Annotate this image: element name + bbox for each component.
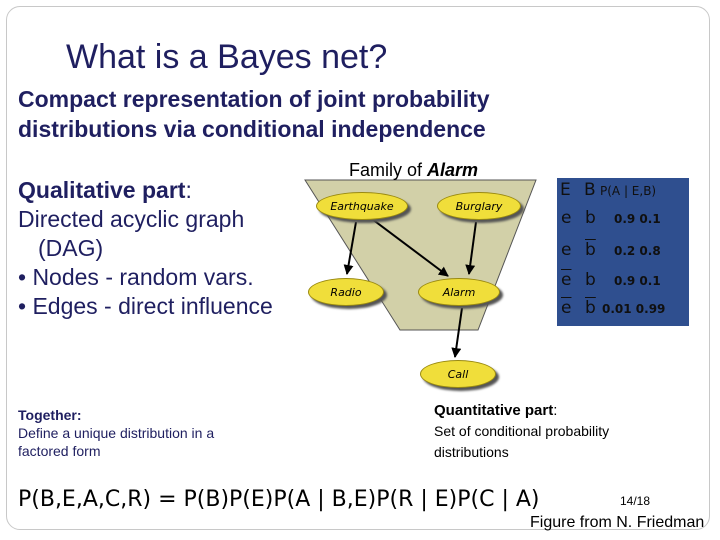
cpt-row (557, 298, 689, 328)
slide-subtitle: Compact representation of joint probability distributions via conditional independence (18, 86, 490, 142)
page-number: 14/18 (620, 494, 651, 508)
cpt-cell-p: 0.9 0.1 (614, 274, 661, 288)
cpt-cell-p: 0.2 0.8 (614, 244, 661, 258)
cpt-header-p: P(A | E,B) (600, 184, 657, 198)
quantitative-heading-line (434, 400, 609, 421)
family-label-prefix: Family of (349, 160, 428, 180)
together-line2: factored form (18, 443, 101, 459)
qualitative-heading: Qualitative part (18, 177, 186, 203)
cpt-cell-b: $\overline{b}$ (585, 240, 596, 260)
node-call: Call (420, 360, 496, 388)
slide-title: What is a Bayes net? (66, 38, 388, 76)
cpt-cell-p: 0.9 0.1 (614, 212, 661, 226)
figure-credit: Figure from N. Friedman (530, 514, 705, 531)
cpt-row (557, 208, 689, 238)
cpt-header-b: B (584, 180, 596, 200)
node-alarm: Alarm (418, 278, 500, 306)
node-radio: Radio (308, 278, 384, 306)
cpt-row (557, 270, 689, 300)
qualitative-line2: (DAG) (38, 235, 104, 261)
cpt-cell-b: $\overline{b}$ (585, 298, 596, 318)
edges-bullet: • Edges - direct influence (18, 293, 273, 319)
joint-factorization-formula: P(B,E,A,C,R) = P(B)P(E)P(A | B,E)P(R | E)P(C | A) (18, 487, 540, 512)
cpt-header-row (557, 180, 689, 210)
qualitative-line1: Directed acyclic graph (18, 206, 245, 232)
cpt-cell-b: b (585, 208, 596, 228)
quantitative-line2: distributions (434, 444, 509, 460)
quantitative-colon: : (553, 402, 558, 419)
nodes-bullet: • Nodes - random vars. (18, 264, 254, 290)
cpt-table (557, 178, 689, 326)
cpt-cell-e: $\overline{e}$ (561, 298, 572, 318)
quantitative-line1: Set of conditional probability (434, 423, 610, 439)
cpt-cell-e: e (561, 240, 572, 260)
together-section (18, 406, 214, 460)
family-label (349, 160, 478, 181)
cpt-row (557, 240, 689, 270)
together-heading: Together: (18, 407, 82, 423)
node-burglary: Burglary (437, 192, 521, 220)
cpt-cell-e: e (561, 208, 572, 228)
quantitative-section (434, 400, 609, 463)
cpt-header-e: E (560, 180, 571, 200)
node-earthquake: Earthquake (316, 192, 408, 220)
together-line1: Define a unique distribution in a (18, 425, 215, 441)
family-label-node: Alarm (427, 160, 479, 180)
quantitative-heading: Quantitative part (434, 402, 554, 419)
qualitative-colon: : (185, 177, 192, 203)
cpt-cell-e: $\overline{e}$ (561, 270, 572, 290)
cpt-cell-p: 0.01 0.99 (602, 302, 666, 316)
cpt-cell-b: b (585, 270, 596, 290)
